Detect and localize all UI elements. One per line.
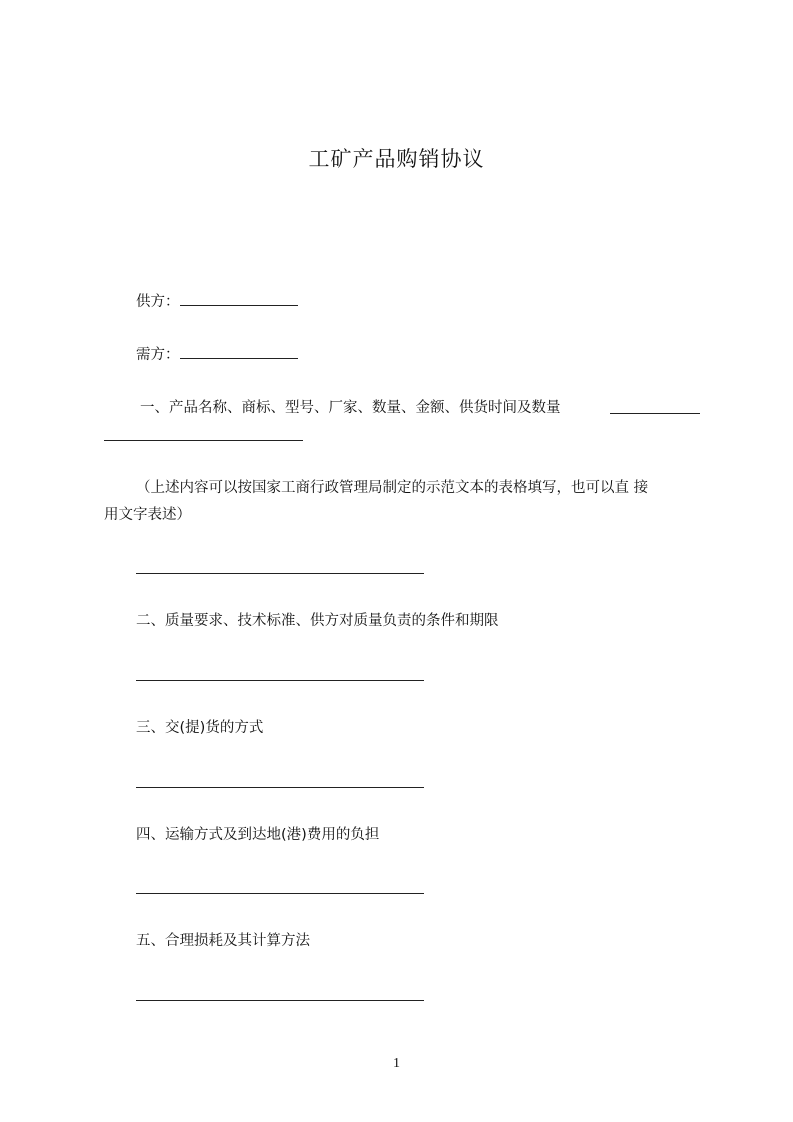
- section-5-answer-line[interactable]: [136, 1000, 424, 1001]
- note-line-2: 用文字表述）: [104, 507, 191, 523]
- section-1-answer-line[interactable]: [136, 573, 424, 574]
- section-4-heading: 四、运输方式及到达地(港)费用的负担: [136, 827, 380, 843]
- section-1-blank-a[interactable]: [610, 413, 700, 414]
- page-number: 1: [393, 1056, 400, 1071]
- section-1-line: [140, 398, 561, 418]
- section-3-answer-line[interactable]: [136, 787, 424, 788]
- supplier-blank[interactable]: [180, 291, 298, 306]
- section-2-answer-line[interactable]: [136, 680, 424, 681]
- buyer-line: [136, 344, 298, 365]
- section-1-heading: 一、产品名称、商标、型号、厂家、数量、金额、供货时间及数量: [140, 400, 561, 416]
- supplier-label: 供方：: [136, 294, 180, 310]
- section-2-heading: 二、质量要求、技术标准、供方对质量负责的条件和期限: [136, 613, 499, 629]
- buyer-label: 需方：: [136, 347, 180, 363]
- section-3-heading: 三、交(提)货的方式: [136, 720, 264, 736]
- section-1-blank-b[interactable]: [104, 440, 303, 441]
- section-4-answer-line[interactable]: [136, 893, 424, 894]
- document-title: 工矿产品购销协议: [308, 147, 485, 171]
- buyer-blank[interactable]: [180, 344, 298, 359]
- section-5-heading: 五、合理损耗及其计算方法: [136, 933, 310, 949]
- supplier-line: [136, 291, 298, 312]
- note-line-1: （上述内容可以按国家工商行政管理局制定的示范文本的表格填写，也可以直 接: [136, 480, 649, 496]
